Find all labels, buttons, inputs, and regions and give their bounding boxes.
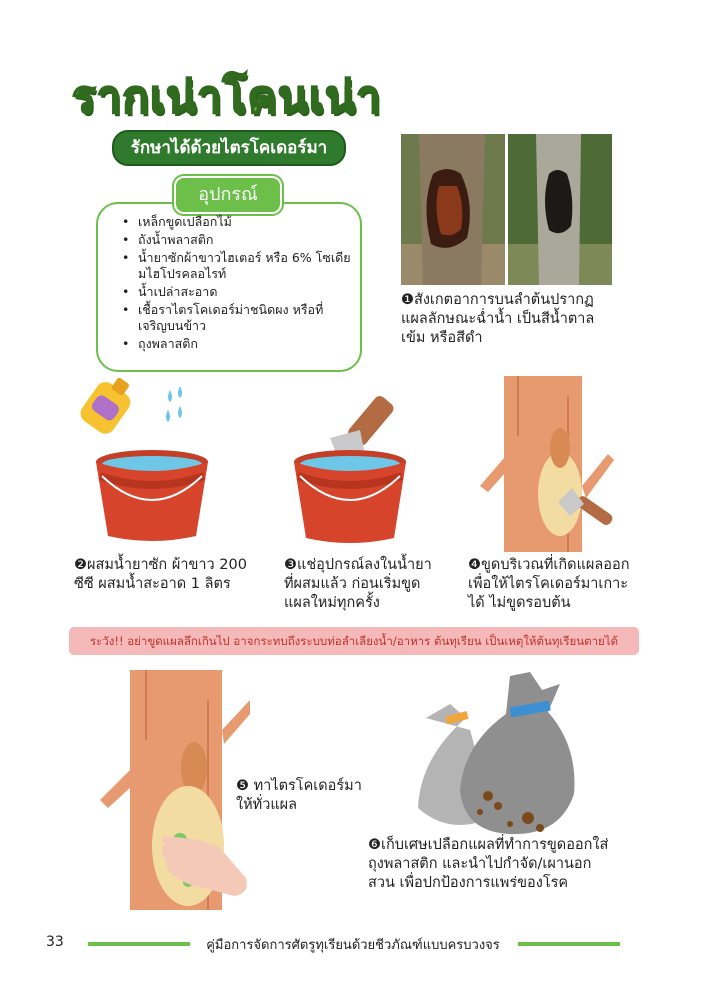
- red-bucket-icon: [96, 450, 208, 541]
- equipment-item: • เหล็กขูดเปลือกไม้: [116, 214, 352, 230]
- equipment-list: [116, 214, 352, 354]
- garbage-bags-illustration: [410, 668, 580, 840]
- equipment-item: • น้ำยาซักผ้าขาวไฮเตอร์ หรือ 6% โซเดียมไฮโปรคลอไรท์: [116, 250, 352, 282]
- bleach-bucket-illustration: [78, 376, 214, 546]
- step-3-caption: ❸แช่อุปกรณ์ลงในน้ำยาที่ผสมแล้ว ก่อนเริ่มขูดแผลใหม่ทุกครั้ง: [284, 557, 432, 611]
- equipment-item: • เชื้อราไตรโคเดอร์ม่าชนิดผง หรือที่เจริญบนข้าว: [116, 302, 352, 334]
- step-5-caption: ❺ ทาไตรโคเดอร์มาให้ทั่วแผล: [236, 778, 362, 813]
- equipment-item: • ถุงพลาสติก: [116, 336, 352, 352]
- step-2-caption: ❷ผสมน้ำยาซัก ผ้าขาว 200 ซีซี ผสมน้ำสะอาด 1 ลิตร: [74, 557, 247, 592]
- equipment-item: • ถังน้ำพลาสติก: [116, 232, 352, 248]
- infected-trunk-photo: [401, 134, 612, 285]
- footer-title: คู่มือการจัดการศัตรูทุเรียนด้วยชีวภัณฑ์แบบครบวงจร: [206, 938, 500, 953]
- footer-rule-right: [518, 942, 620, 946]
- red-bucket-icon: [294, 450, 406, 543]
- footer-rule-left: [88, 942, 190, 946]
- step-1-caption: ❶สังเกตอาการบนลำต้นปรากฏแผลลักษณะฉ่ำน้ำ เป็นสีน้ำตาลเข้ม หรือสีดำ: [401, 292, 595, 346]
- step-4-caption: ❹ขูดบริเวณที่เกิดแผลออกเพื่อให้ไตรโคเดอร์มาเกาะได้ ไม่ขูดรอบต้น: [468, 557, 630, 611]
- warning-banner: ระวัง!! อย่าขูดแผลลึกเกินไป อาจกระทบถึงระบบท่อลำเลียงน้ำ/อาหาร ต้นทุเรียน เป็นเหตุให้ต้นทุเรียนตายได้: [69, 627, 639, 655]
- equipment-item: • น้ำเปล่าสะอาด: [116, 284, 352, 300]
- equipment-label: อุปกรณ์: [174, 176, 282, 214]
- step-6-caption: ❻เก็บเศษเปลือกแผลที่ทำการขูดออกใส่ถุงพลาสติก และนำไปกำจัด/เผานอกสวน เพื่อปกป้องการแพร่ของโรค: [368, 837, 609, 891]
- scrape-wound-illustration: [478, 376, 618, 552]
- page-number: 33: [46, 934, 64, 950]
- water-drops-icon: [166, 386, 182, 422]
- scraper-in-bucket-illustration: [290, 390, 420, 546]
- page-title: รากเน่าโคนเน่า: [72, 72, 382, 123]
- garbage-bag-icon: [460, 672, 574, 834]
- apply-trichoderma-illustration: [100, 670, 250, 910]
- bleach-bottle-icon: [78, 376, 140, 438]
- page-subtitle: รักษาได้ด้วยไตรโคเดอร์มา: [112, 130, 346, 166]
